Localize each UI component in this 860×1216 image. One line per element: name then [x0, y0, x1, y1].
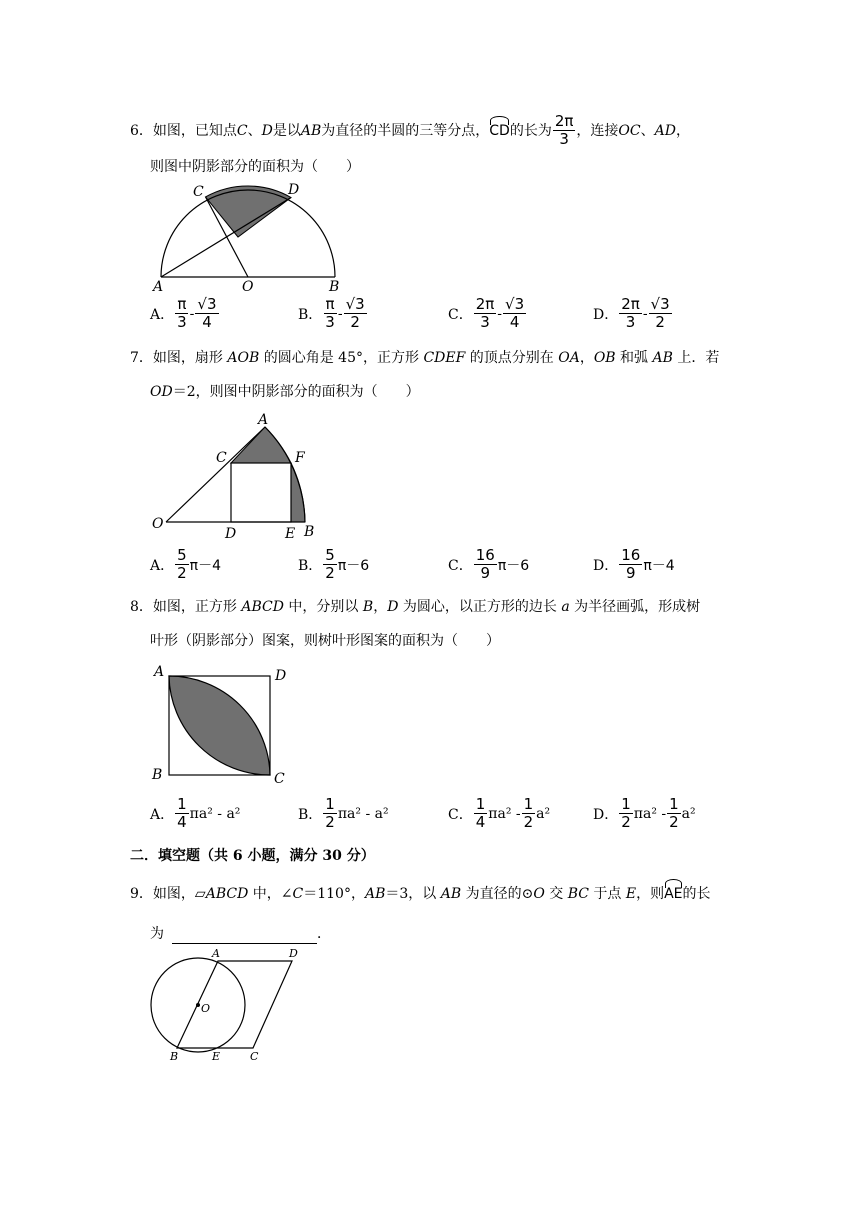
q7-number: 7．: [130, 350, 153, 366]
q8-label-c: C: [274, 771, 285, 787]
q8-label-a: A: [154, 664, 165, 680]
q9-figure: [140, 945, 315, 1065]
q8-option-c[interactable]: C． $\frac{1}{4}$ πa² - $\frac{1}{2}$ a²: [448, 795, 551, 831]
q8-number: 8．: [130, 599, 153, 615]
q7-option-a[interactable]: A． $\frac{5}{2}$ π－4: [150, 546, 222, 582]
q7-shaded-top: [231, 427, 291, 463]
q7-label-b: B: [304, 524, 315, 540]
q6-label-b: B: [329, 279, 340, 292]
q8-line1: 8．如图，正方形 ABCD 中，分别以 B，D 为圆心，以正方形的边长 a 为半径画弧，形成树: [130, 599, 701, 615]
q9-number: 9．: [130, 886, 153, 902]
q7-option-b[interactable]: B． $\frac{5}{2}$ π－6: [298, 546, 370, 582]
q6-label-a: A: [153, 279, 164, 292]
q7-line2: OD＝2，则图中阴影部分的面积为（ ）: [150, 384, 420, 400]
q7-label-o: O: [152, 516, 164, 532]
q6-option-b[interactable]: B． $\frac{\pi}{3}$ - $\frac{√3}{2}$: [298, 295, 365, 331]
q8-label-d: D: [275, 668, 287, 684]
q7-square-cdef: [231, 463, 291, 522]
q7-figure: [148, 410, 328, 545]
q7-label-c: C: [216, 450, 227, 466]
q9-label-d: D: [289, 947, 298, 960]
q7-label-f: F: [295, 450, 305, 466]
q6-figure: [145, 182, 355, 292]
q9-label-o: O: [201, 1002, 211, 1015]
q7-label-a: A: [258, 412, 269, 428]
q9-center-point: [196, 1003, 200, 1007]
q7-segment-oa: [166, 427, 265, 522]
q9-line2: 为 ．: [150, 926, 331, 942]
q9-label-a: A: [212, 947, 220, 960]
q7-option-c[interactable]: C． $\frac{16}{9}$ π－6: [448, 546, 530, 582]
q6-label-o: O: [242, 279, 254, 292]
q8-label-b: B: [152, 767, 163, 783]
q8-option-b[interactable]: B． $\frac{1}{2}$ πa² - a²: [298, 795, 389, 831]
q6-option-a[interactable]: A． $\frac{\pi}{3}$ - $\frac{√3}{4}$: [150, 295, 217, 331]
q6-shaded-region: [206, 186, 292, 237]
q6-option-c[interactable]: C． $\frac{2\pi}{3}$ - $\frac{√3}{4}$: [448, 295, 525, 331]
q8-figure: [145, 662, 295, 792]
q6-line1: 6． 如图，已知点 C 、 D 是以 AB 为直径的半圆的三等分点， CD 的长为 $\frac{2\pi}{3}$ ，连接 OC 、 AD ，: [130, 112, 690, 148]
q9-line1: 9．如图，▱ABCD 中，∠C＝110°，AB＝3，以 AB 为直径的⊙O 交 BC 于点 E，则AE的长: [130, 886, 711, 902]
q8-leaf-shaded: [169, 676, 270, 775]
q8-option-a[interactable]: A． $\frac{1}{4}$ πa² - a²: [150, 795, 241, 831]
q6-label-c: C: [193, 184, 204, 200]
q7-shaded-right: [291, 463, 305, 522]
arc-cd-label: CD: [489, 122, 510, 139]
arc-ae-label: AE: [664, 886, 683, 902]
q6-number: 6．: [130, 122, 153, 139]
q8-option-d[interactable]: D． $\frac{1}{2}$ πa² - $\frac{1}{2}$ a²: [593, 795, 696, 831]
q7-line1: 7．如图，扇形 AOB 的圆心角是 45°，正方形 CDEF 的顶点分别在 OA，OB 和弧 AB 上．若: [130, 350, 720, 366]
q6-option-d[interactable]: D． $\frac{2\pi}{3}$ - $\frac{√3}{2}$: [593, 295, 670, 331]
q8-line2: 叶形（阴影部分）图案，则树叶形图案的面积为（ ）: [150, 633, 500, 649]
q7-label-e: E: [285, 526, 296, 542]
q6-label-d: D: [288, 182, 300, 198]
q9-answer-blank[interactable]: [172, 929, 317, 944]
q7-label-d: D: [225, 526, 237, 542]
section-heading-fill-blank: 二．填空题（共 6 小题，满分 30 分）: [130, 848, 375, 864]
q9-label-b: B: [170, 1050, 179, 1063]
q6-line2: 则图中阴影部分的面积为（ ）: [150, 159, 360, 175]
q7-option-d[interactable]: D． $\frac{16}{9}$ π－4: [593, 546, 675, 582]
q9-label-e: E: [212, 1050, 221, 1063]
q6-arc-length-fraction: $\frac{2\pi}{3}$: [554, 112, 574, 148]
q9-label-c: C: [250, 1050, 259, 1063]
